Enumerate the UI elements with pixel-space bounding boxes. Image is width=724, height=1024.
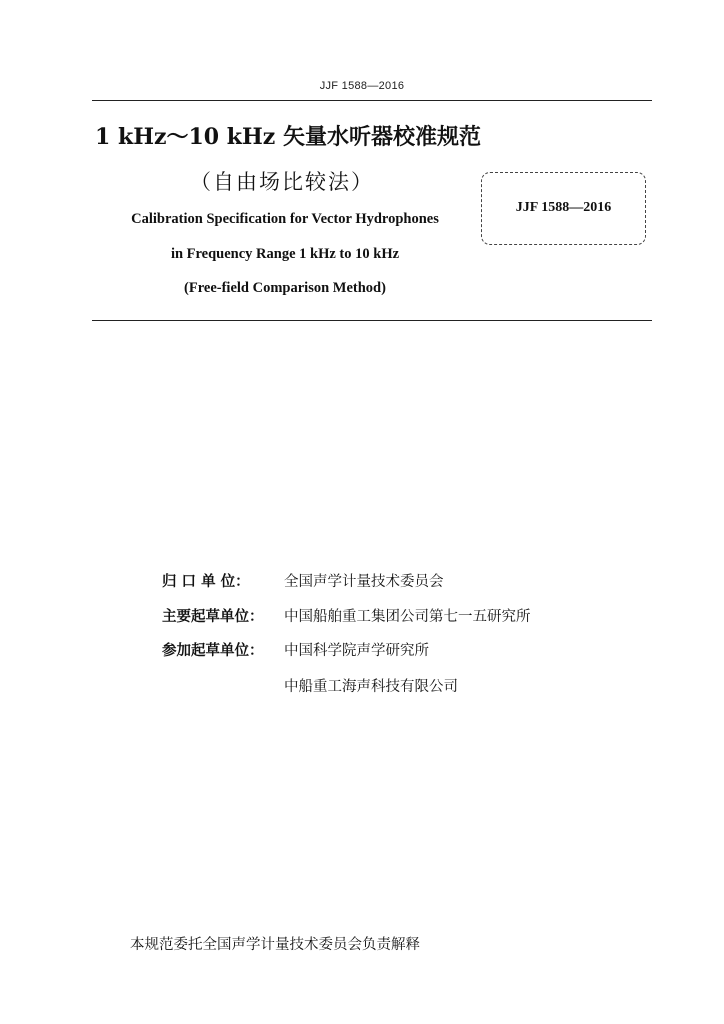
responsible-unit-label: 归 口 单 位： <box>162 574 250 590</box>
responsible-unit-value: 全国声学计量技术委员会 <box>284 574 444 590</box>
title-english-line-2: in Frequency Range 1 kHz to 10 kHz <box>170 246 400 262</box>
subtitle-chinese: （自由场比较法） <box>190 170 374 194</box>
header-divider <box>92 100 652 101</box>
title-chinese: 1 kHz～10 kHz 矢量水听器校准规范 <box>95 124 481 150</box>
running-header-code: JJF 1588—2016 <box>319 80 405 92</box>
title-english-line-1: Calibration Specification for Vector Hydrophones <box>131 211 439 227</box>
participating-unit-value: 中国科学院声学研究所 <box>284 643 429 659</box>
main-drafting-unit-label: 主要起草单位： <box>162 609 264 625</box>
title-divider <box>92 320 652 321</box>
title-english-line-3: (Free-field Comparison Method) <box>184 280 386 296</box>
participating-unit-value: 中船重工海声科技有限公司 <box>284 679 458 695</box>
interpretation-note: 本规范委托全国声学计量技术委员会负责解释 <box>130 937 420 953</box>
specification-code: JJF 1588—2016 <box>515 200 612 215</box>
main-drafting-unit-value: 中国船舶重工集团公司第七一五研究所 <box>284 609 531 625</box>
participating-unit-label: 参加起草单位： <box>162 643 264 659</box>
